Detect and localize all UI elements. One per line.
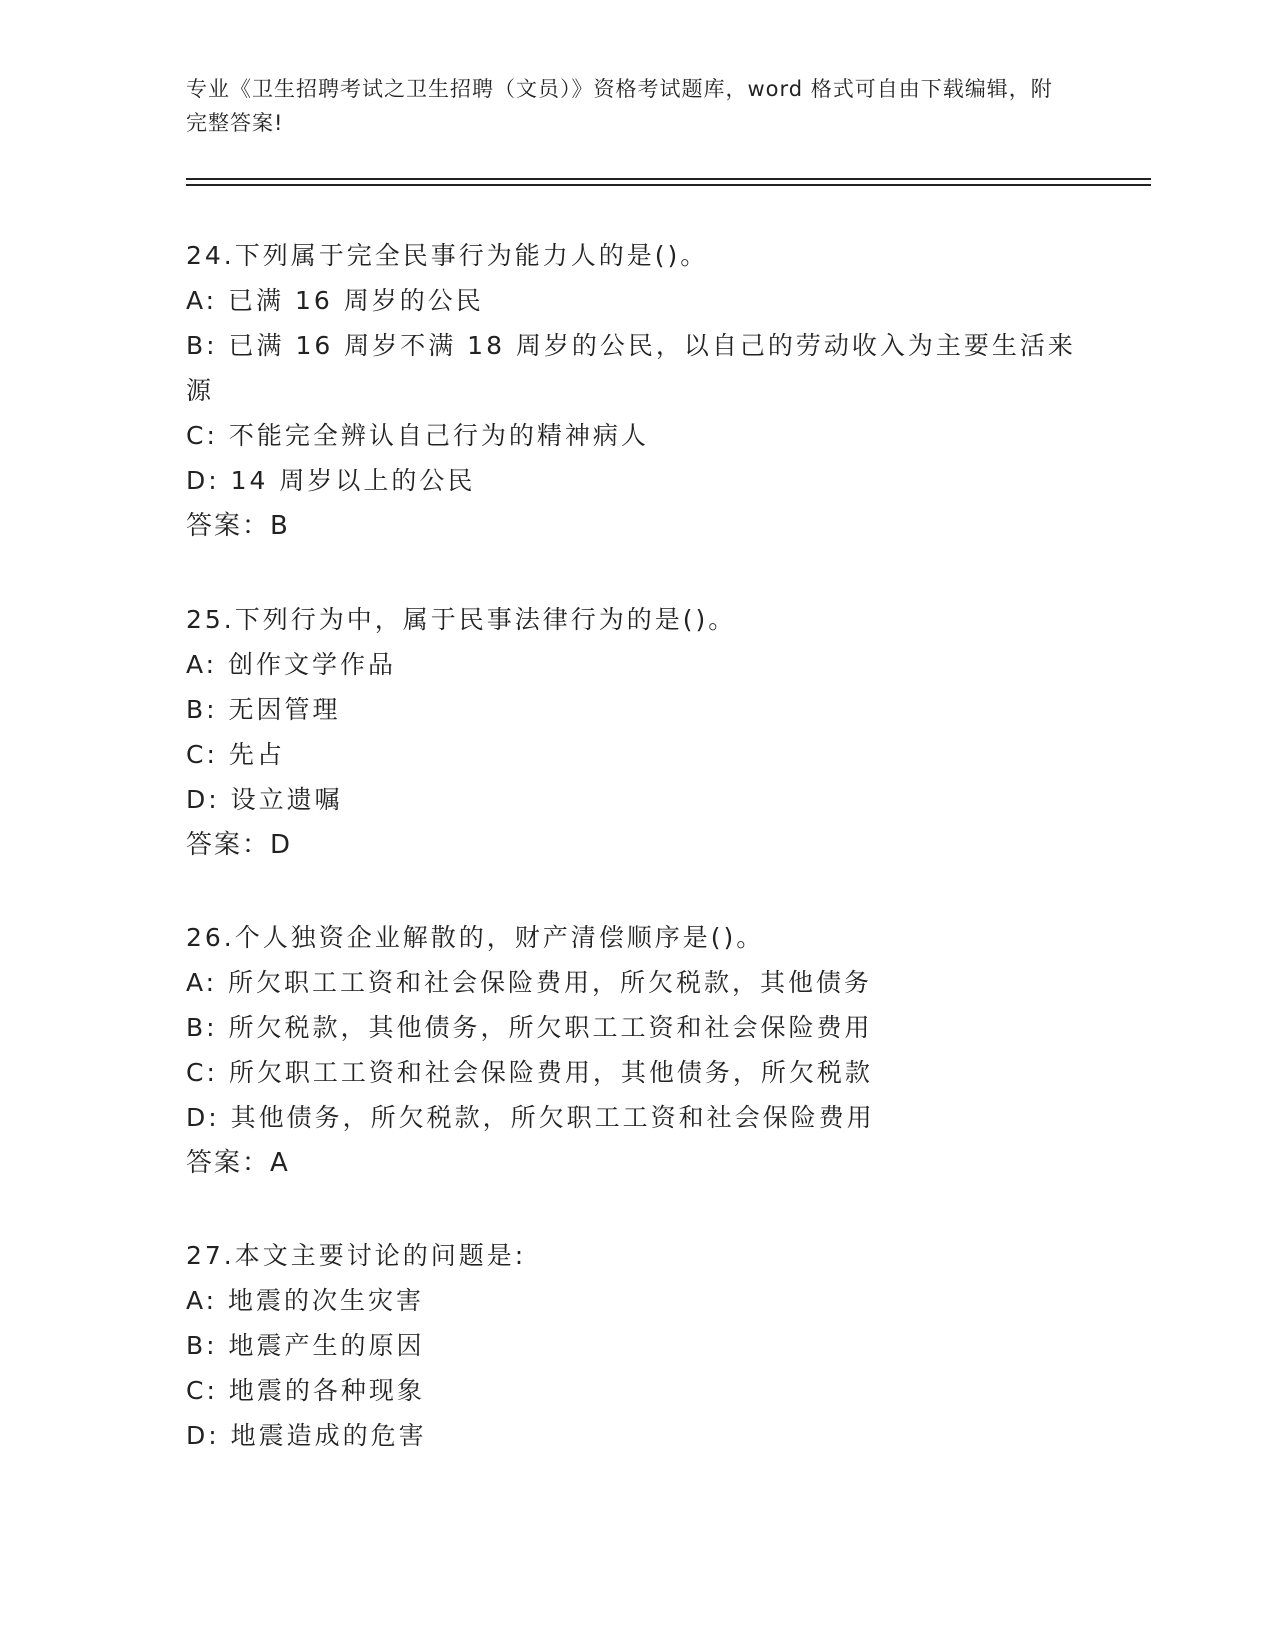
answer-line: 答案：A xyxy=(186,1148,290,1178)
answer-line: 答案：D xyxy=(186,830,293,860)
question-27 xyxy=(186,1233,1086,1458)
option-c: C: 先占 xyxy=(186,740,285,769)
question-stem: 26.个人独资企业解散的，财产清偿顺序是()。 xyxy=(186,923,765,952)
question-25 xyxy=(186,597,1086,868)
question-stem: 24.下列属于完全民事行为能力人的是()。 xyxy=(186,241,709,270)
option-b: B: 地震产生的原因 xyxy=(186,1331,425,1360)
option-a: A: 创作文学作品 xyxy=(186,650,397,679)
question-stem: 27.本文主要讨论的问题是: xyxy=(186,1241,527,1270)
option-d: D: 地震造成的危害 xyxy=(186,1421,427,1450)
option-b: B: 已满 16 周岁不满 18 周岁的公民，以自己的劳动收入为主要生活来源 xyxy=(186,331,1076,405)
option-d: D: 14 周岁以上的公民 xyxy=(186,466,476,495)
answer-line: 答案：B xyxy=(186,511,290,541)
option-d: D: 其他债务，所欠税款，所欠职工工资和社会保险费用 xyxy=(186,1103,875,1132)
header-divider-bottom xyxy=(186,184,1151,186)
option-d: D: 设立遗嘱 xyxy=(186,785,343,814)
option-c: C: 所欠职工工资和社会保险费用，其他债务，所欠税款 xyxy=(186,1058,873,1087)
option-c: C: 不能完全辨认自己行为的精神病人 xyxy=(186,421,649,450)
option-b: B: 所欠税款，其他债务，所欠职工工资和社会保险费用 xyxy=(186,1013,873,1042)
header-divider-top xyxy=(186,178,1151,180)
question-stem: 25.下列行为中，属于民事法律行为的是()。 xyxy=(186,605,737,634)
question-26 xyxy=(186,915,1086,1186)
option-b: B: 无因管理 xyxy=(186,695,341,724)
option-a: A: 地震的次生灾害 xyxy=(186,1286,425,1315)
option-a: A: 已满 16 周岁的公民 xyxy=(186,286,484,315)
option-a: A: 所欠职工工资和社会保险费用，所欠税款，其他债务 xyxy=(186,968,873,997)
question-24 xyxy=(186,233,1086,549)
option-c: C: 地震的各种现象 xyxy=(186,1376,425,1405)
document-header: 专业《卫生招聘考试之卫生招聘（文员）》资格考试题库，word 格式可自由下载编辑，附完整答案! xyxy=(186,77,1053,135)
